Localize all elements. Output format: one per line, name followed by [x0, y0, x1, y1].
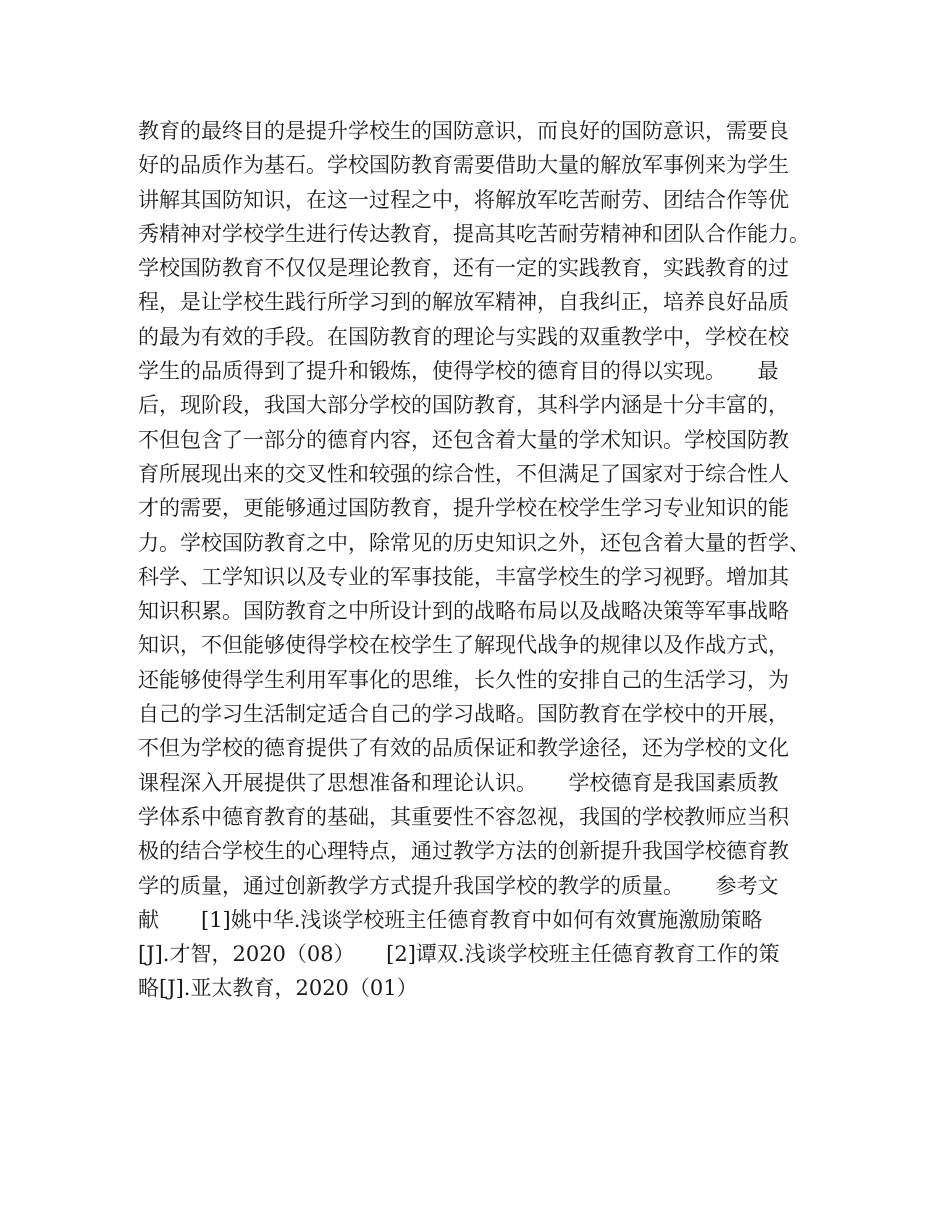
- reference-line: [J].才智，2020（08） [2]谭双.浅谈学校班主任德育教育工作的策: [138, 942, 780, 967]
- text-line: 知识，不但能够使得学校在校学生了解现代战争的规律以及作战方式，: [138, 633, 789, 658]
- text-line: 讲解其国防知识，在这一过程之中，将解放军吃苦耐劳、团结合作等优: [138, 187, 789, 212]
- body-text: [138, 114, 838, 1006]
- text-line: 还能够使得学生利用军事化的思维，长久性的安排自己的生活学习，为: [138, 667, 789, 692]
- text-line: 学校国防教育不仅仅是理论教育，还有一定的实践教育，实践教育的过: [138, 256, 789, 281]
- text-line: 极的结合学校生的心理特点，通过教学方法的创新提升我国学校德育教: [138, 839, 789, 864]
- text-line: 好的品质作为基石。学校国防教育需要借助大量的解放军事例来为学生: [138, 153, 789, 178]
- reference-line: 献 [1]姚中华.浅谈学校班主任德育教育中如何有效實施激励策略: [138, 907, 763, 932]
- text-line: 教育的最终目的是提升学校生的国防意识，而良好的国防意识，需要良: [138, 119, 789, 143]
- text-line: 自己的学习生活制定适合自己的学习战略。国防教育在学校中的开展，: [138, 702, 789, 727]
- reference-line: 略[J].亚太教育，2020（01）: [138, 976, 418, 1001]
- text-line: 知识积累。国防教育之中所设计到的战略布局以及战略决策等军事战略: [138, 599, 789, 624]
- text-line: 后，现阶段，我国大部分学校的国防教育，其科学内涵是十分丰富的，: [138, 393, 789, 418]
- text-line: 才的需要，更能够通过国防教育，提升学校在校学生学习专业知识的能: [138, 496, 789, 521]
- text-line: 程，是让学校生践行所学习到的解放军精神，自我纠正，培养良好品质: [138, 290, 789, 315]
- text-line: 不但为学校的德育提供了有效的品质保证和教学途径，还为学校的文化: [138, 736, 789, 761]
- text-line: 力。学校国防教育之中，除常见的历史知识之外，还包含着大量的哲学、: [138, 530, 810, 555]
- text-line: 学生的品质得到了提升和锻炼，使得学校的德育目的得以实现。 最: [138, 359, 779, 384]
- text-line: 不但包含了一部分的德育内容，还包含着大量的学术知识。学校国防教: [138, 427, 789, 452]
- text-line: 学的质量，通过创新教学方式提升我国学校的教学的质量。 参考文: [138, 873, 779, 898]
- text-line: 的最为有效的手段。在国防教育的理论与实践的双重教学中，学校在校: [138, 324, 789, 349]
- text-line: 秀精神对学校学生进行传达教育，提高其吃苦耐劳精神和团队合作能力。: [138, 221, 810, 246]
- text-line: 育所展现出来的交叉性和较强的综合性，不但满足了国家对于综合性人: [138, 461, 789, 486]
- text-line: 科学、工学知识以及专业的军事技能，丰富学校生的学习视野。增加其: [138, 564, 789, 589]
- text-line: 学体系中德育教育的基础，其重要性不容忽视，我国的学校教师应当积: [138, 804, 789, 829]
- text-line: 课程深入开展提供了思想准备和理论认识。 学校德育是我国素质教: [138, 770, 779, 795]
